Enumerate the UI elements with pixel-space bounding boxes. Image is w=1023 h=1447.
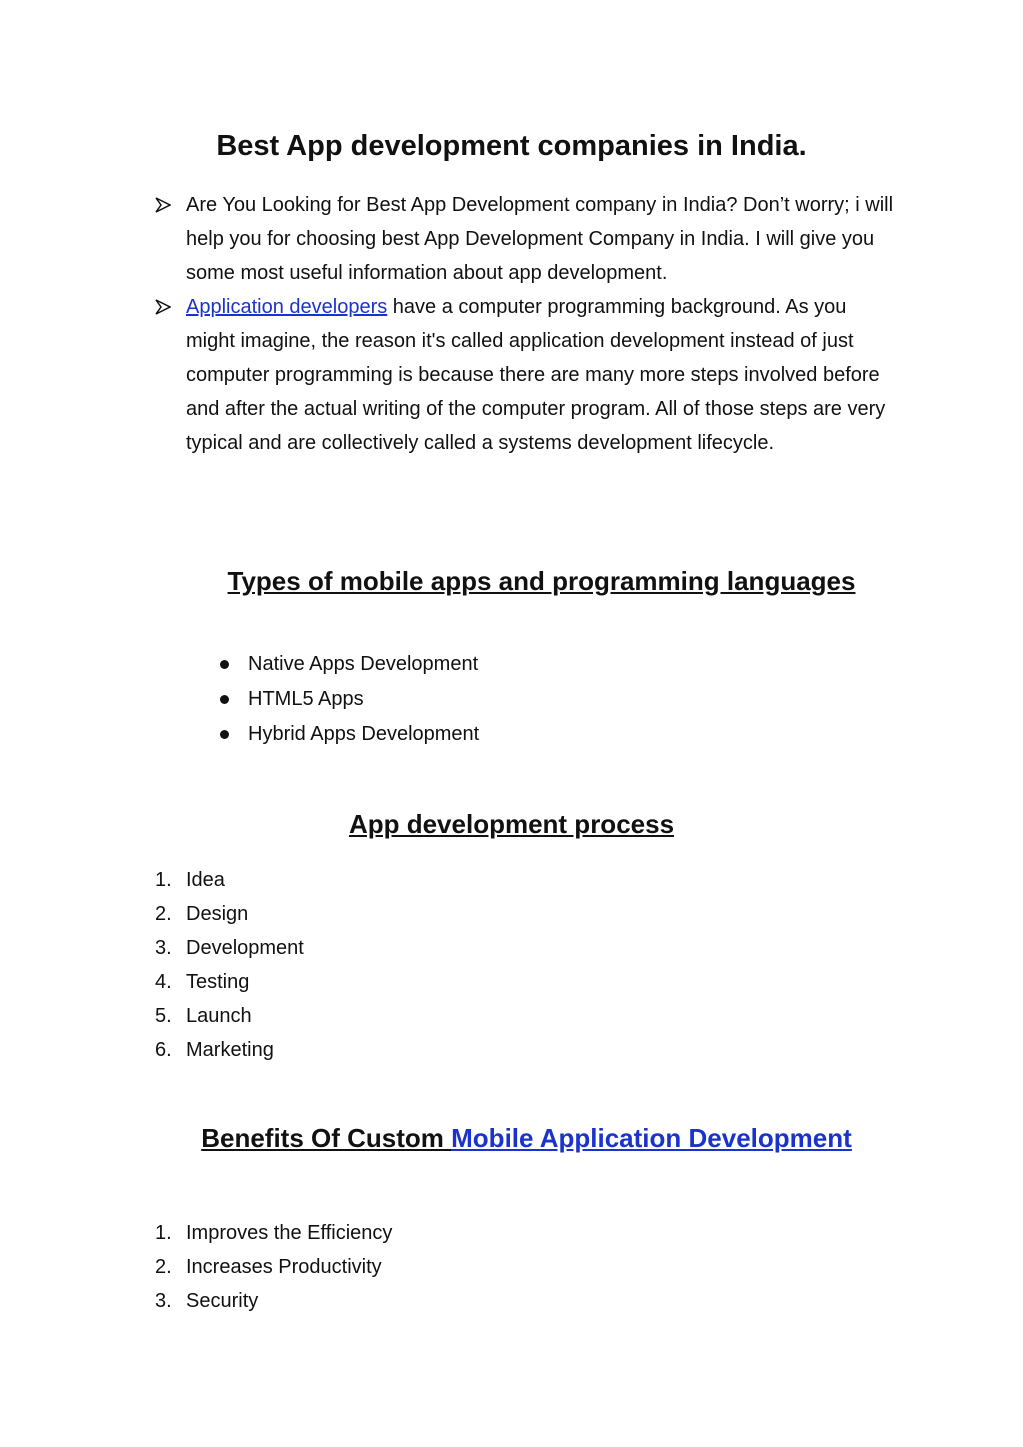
list-item-text: Security [186,1290,259,1312]
list-number: 1. [155,869,172,891]
filled-circle-bullet-icon [220,695,229,704]
list-item-text: Development [186,937,304,959]
list-item-text: Design [186,903,249,925]
list-item [155,863,304,897]
list-item [218,647,479,682]
list-item-text: Hybrid Apps Development [248,723,480,745]
list-item [218,717,479,752]
list-item [155,897,304,931]
list-item [155,1033,304,1067]
list-number: 6. [155,1039,172,1061]
benefits-heading [15,1120,1023,1156]
list-item [155,1216,392,1250]
intro-list [155,188,895,460]
intro-item [155,188,895,290]
list-number: 4. [155,971,172,993]
list-item-text: Idea [186,869,225,891]
types-heading: Types of mobile apps and programming languages [227,566,856,596]
list-item-text: Increases Productivity [186,1256,382,1278]
intro-item [155,290,895,460]
process-heading: App development process [348,809,675,839]
list-number: 2. [155,903,172,925]
list-item [155,1284,392,1318]
list-number: 3. [155,937,172,959]
list-number: 3. [155,1290,172,1312]
list-number: 1. [155,1222,172,1244]
types-list [218,647,479,752]
list-number: 2. [155,1256,172,1278]
list-item [155,1250,392,1284]
list-item [155,965,304,999]
mobile-application-development-link[interactable]: Mobile Application Development [451,1123,852,1153]
filled-circle-bullet-icon [220,660,229,669]
arrow-bullet-icon [155,188,177,222]
process-list [155,863,304,1067]
intro-text: have a computer programming background. As you might imagine, the reason it's called application development instead of just computer programming is because there are many more steps involved before and after the actual writing of the computer program. All of those steps are very typical and are collectively called a systems development lifecycle. [186,296,886,454]
list-item-text: Native Apps Development [248,653,479,675]
list-item-text: Launch [186,1005,252,1027]
application-developers-link[interactable]: Application developers [186,296,388,318]
page-title: Best App development companies in India. [216,130,807,162]
list-item [155,999,304,1033]
intro-text: Are You Looking for Best App Development company in India? Don’t worry; i will help you for choosing best App Development Company in India. I will give you some most useful information about app development. [186,194,894,284]
filled-circle-bullet-icon [220,730,229,739]
benefits-heading-text: Benefits Of Custom [201,1123,452,1153]
arrow-bullet-icon [155,290,177,324]
list-item-text: Improves the Efficiency [186,1222,393,1244]
list-item [155,931,304,965]
list-item-text: Marketing [186,1039,274,1061]
list-item-text: Testing [186,971,250,993]
list-item [218,682,479,717]
list-item-text: HTML5 Apps [248,688,364,710]
benefits-list [155,1216,392,1318]
list-number: 5. [155,1005,172,1027]
